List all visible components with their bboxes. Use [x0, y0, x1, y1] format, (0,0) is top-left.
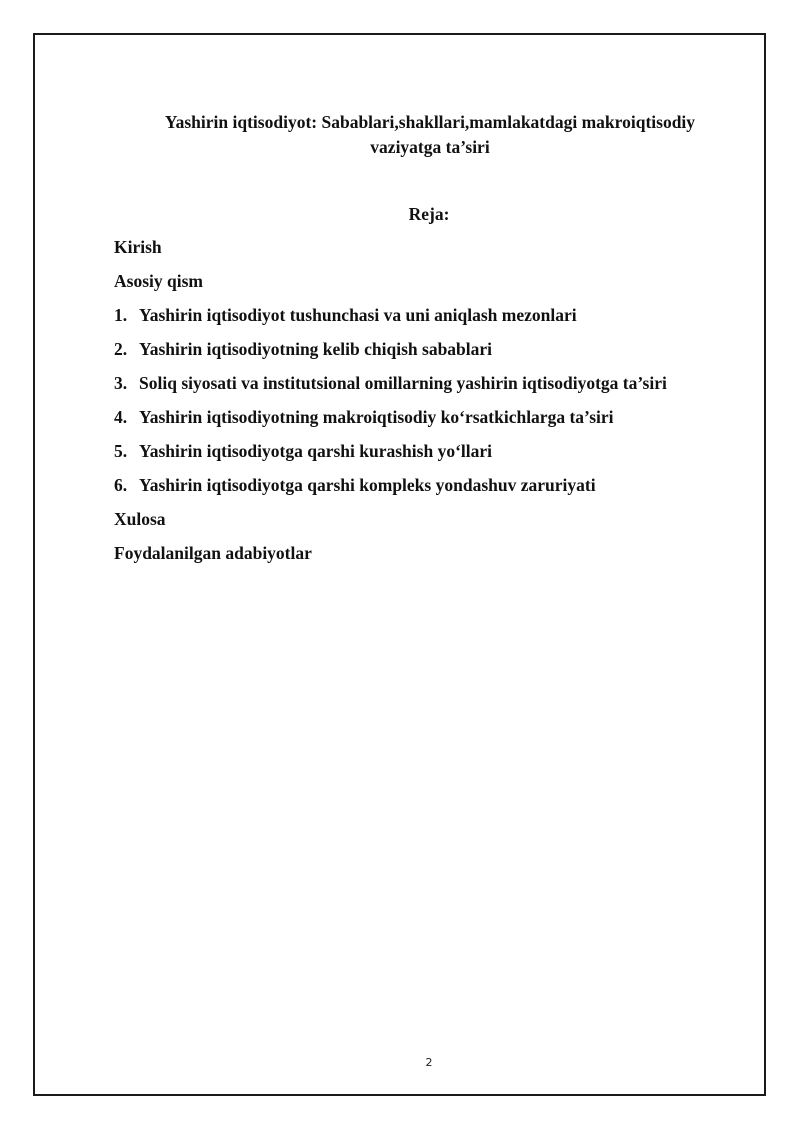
toc-item-4 [114, 405, 754, 439]
toc-references: Foydalanilgan adabiyotlar [114, 543, 312, 563]
title-line-1: Yashirin iqtisodiyot: Sabablari,shakllari,mamlakatdagi makroiqtisodiy [164, 112, 696, 132]
toc-item-5 [114, 439, 754, 473]
table-of-contents [114, 235, 754, 575]
document-title [120, 110, 740, 160]
toc-main-part: Asosiy qism [114, 271, 203, 291]
toc-item-number: 2. [114, 339, 128, 359]
plan-heading: Reja: [408, 204, 450, 224]
toc-item-text: Yashirin iqtisodiyotning makroiqtisodiy ko‘rsatkichlarga ta’siri [139, 407, 614, 427]
toc-item-2 [114, 337, 754, 371]
toc-item-1 [114, 303, 754, 337]
toc-item-text: Yashirin iqtisodiyotning kelib chiqish sabablari [139, 339, 493, 359]
toc-item-6 [114, 473, 754, 507]
toc-conclusion: Xulosa [114, 509, 166, 529]
toc-item-text: Yashirin iqtisodiyotga qarshi kurashish yo‘llari [139, 441, 492, 461]
toc-item-number: 5. [114, 441, 128, 461]
toc-item-number: 6. [114, 475, 128, 495]
toc-item-number: 4. [114, 407, 128, 427]
toc-item-3 [114, 371, 754, 405]
page-number: 2 [425, 1056, 433, 1069]
toc-item-number: 3. [114, 373, 128, 393]
toc-item-text: Soliq siyosati va institutsional omillarning yashirin iqtisodiyotga ta’siri [139, 373, 667, 393]
toc-intro: Kirish [114, 237, 162, 257]
toc-item-number: 1. [114, 305, 128, 325]
toc-item-text: Yashirin iqtisodiyot tushunchasi va uni aniqlash mezonlari [139, 305, 577, 325]
toc-item-text: Yashirin iqtisodiyotga qarshi kompleks yondashuv zaruriyati [139, 475, 596, 495]
title-line-2: vaziyatga ta’siri [370, 137, 490, 157]
